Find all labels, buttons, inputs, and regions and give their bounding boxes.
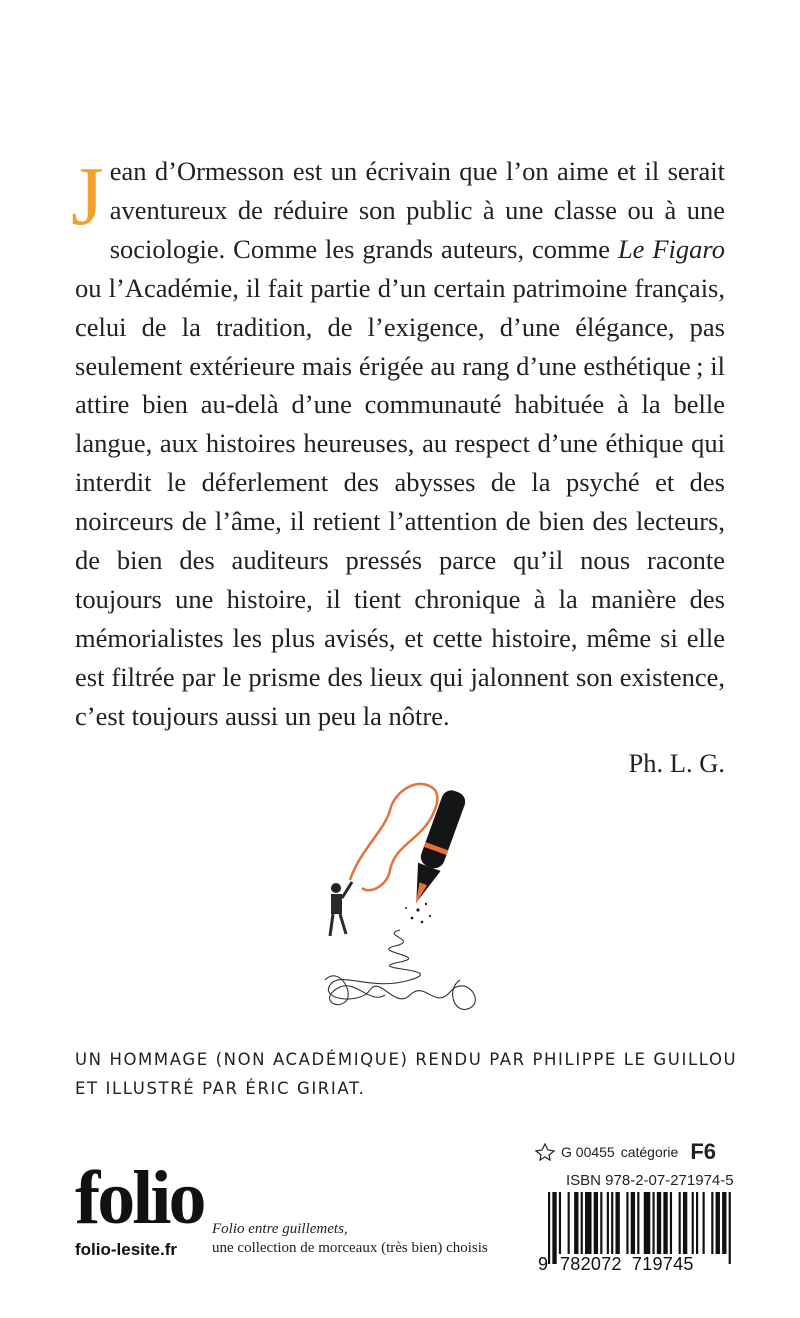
- scribble-lines: [328, 930, 475, 1010]
- barcode-group-2: 719745: [631, 1254, 694, 1274]
- barcode-bar: [696, 1192, 698, 1254]
- blurb-paragraph: [71, 150, 725, 736]
- barcode-bar: [581, 1192, 583, 1254]
- publisher-url: folio-lesite.fr: [75, 1240, 178, 1259]
- signature: Ph. L. G.: [628, 748, 725, 778]
- barcode-bar: [626, 1192, 628, 1254]
- barcode-bar: [594, 1192, 598, 1254]
- barcode-bar: [568, 1192, 570, 1254]
- barcode-bar: [585, 1192, 592, 1254]
- drop-cap: J: [71, 150, 104, 243]
- pen-illustration: [300, 770, 500, 1020]
- barcode-bar: [600, 1192, 602, 1254]
- ink-splatter: [405, 903, 431, 924]
- barcode-bar: [711, 1192, 713, 1254]
- barcode-bar: [631, 1192, 635, 1254]
- barcode-bar: [663, 1192, 667, 1254]
- barcode-bar: [703, 1192, 705, 1254]
- collection-description: [212, 1220, 488, 1258]
- blurb-text-part-1: ean d’Ormesson est un écrivain que l’on aime et il serait aventureux de réduire son public à une classe ou à une sociologie. Comme les grands auteurs, comme: [109, 156, 725, 264]
- barcode-group-1: 782072: [560, 1254, 622, 1274]
- isbn: ISBN 978-2-07-271974-5: [566, 1172, 734, 1189]
- barcode-bar: [722, 1192, 726, 1254]
- barcode-bar: [716, 1192, 720, 1254]
- barcode-bar: [670, 1192, 672, 1254]
- credits-line-1: UN HOMMAGE (NON ACADÉMIQUE) RENDU PAR PHILIPPE LE GUILLOU: [75, 1050, 738, 1069]
- collection-name: Folio entre guillemets,: [212, 1221, 348, 1237]
- barcode-bar: [574, 1192, 578, 1254]
- barcode-bar: [657, 1192, 661, 1254]
- folio-star-icon: [535, 1143, 555, 1161]
- credits: [75, 1045, 755, 1103]
- barcode-lead-digit: 9: [538, 1254, 549, 1274]
- barcode-bar: [683, 1192, 687, 1254]
- catalog-category: F6: [690, 1139, 716, 1164]
- catalog-code: G 00455: [561, 1144, 615, 1160]
- credits-line-2: ET ILLUSTRÉ PAR ÉRIC GIRIAT.: [75, 1079, 366, 1098]
- barcode-bar: [607, 1192, 609, 1254]
- catalog-line: [535, 1137, 716, 1167]
- barcode-digits: [538, 1254, 738, 1275]
- collection-tagline: une collection de morceaux (très bien) choisis: [212, 1240, 488, 1256]
- blurb-italic-title: Le Figaro: [617, 233, 725, 264]
- barcode-bar: [615, 1192, 619, 1254]
- barcode-bar: [652, 1192, 654, 1254]
- barcode-bar: [559, 1192, 561, 1254]
- figure: [330, 882, 352, 936]
- barcode-bar: [611, 1192, 613, 1254]
- blurb-text-part-2: ou l’Académie, il fait partie d’un certain patrimoine français, celui de la tradition, de l’exigence, d’une élégance, pas seulement extérieure mais érigée au rang d’une esthétique ; il attire bien au-delà d’une communauté habituée à la belle langue, aux histoires heureuses, au respect d’une éthique qui interdit le déferlement des abysses de la psyché et des noirceurs de l’âme, il retient l’attention de bien des lecteurs, de bien des auditeurs pressés parce qu’il nous raconte toujours une histoire, il tient chronique à la manière des mémorialistes les plus avisés, et cette histoire, même si elle est filtrée par le prisme des lieux qui jalonnent son existence, c’est toujours aussi un peu la nôtre.: [75, 272, 725, 731]
- barcode-bar: [679, 1192, 681, 1254]
- blurb-text: [71, 150, 725, 736]
- catalog-label: catégorie: [620, 1144, 679, 1160]
- barcode-bar: [692, 1192, 694, 1254]
- folio-logo: folio: [75, 1156, 204, 1240]
